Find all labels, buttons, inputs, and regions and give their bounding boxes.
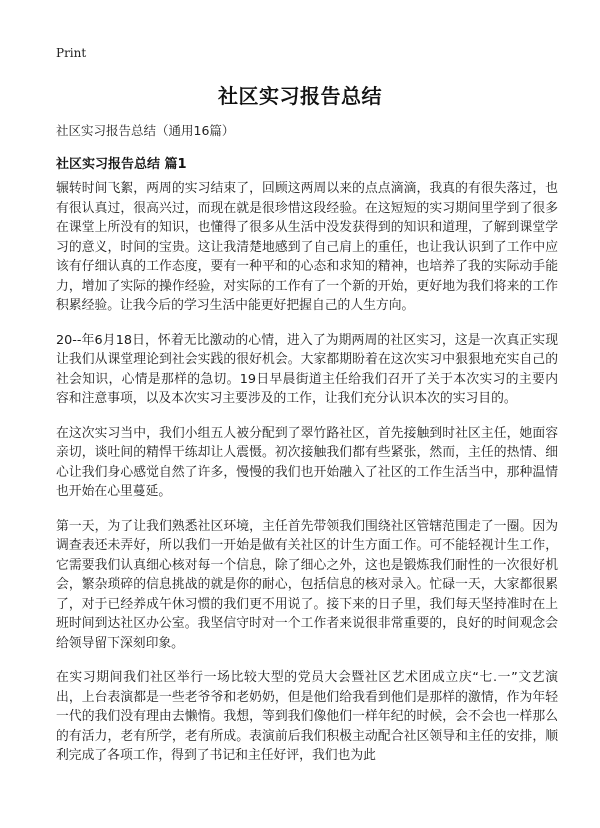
- section-heading: 社区实习报告总结 篇1: [56, 157, 187, 172]
- paragraph: 第一天，为了让我们熟悉社区环境，主任首先带领我们围绕社区管辖范围走了一圈。因为调查表还未弄好，所以我们一开始是做有关社区的计生方面工作。可不能轻视计生工作，它需要我们认真细心核对每一个信息，除了细心之外，这也是锻炼我们耐性的一次很好机会，繁杂琐碎的信息挑战的就是你的耐心，包括信息的核对录入。忙碌一天，大家都很累了，对于已经养成午休习惯的我们更不用说了。接下来的日子里，我们每天坚持准时在上班时间到达社区办公室。我坚信守时对一个工作者来说很非常重要的，良好的时间观念会给领导留下深刻印象。: [56, 518, 558, 651]
- paragraph: 在实习期间我们社区举行一场比较大型的党员大会暨社区艺术团成立庆“七.一”文艺演出，上台表演都是一些老爷爷和老奶奶，但是他们给我看到他们是那样的激情，作为年轻一代的我们没有理由去懒惰。我想，等到我们像他们一样年纪的时候，会不会也一样那么的有活力，老有所学，老有所成。表演前后我们积极主动配合社区领导和主任的安排，顺利完成了各项工作，得到了书记和主任好评，我们也为此: [56, 670, 558, 763]
- paragraph: 辗转时间飞絮，两周的实习结束了，回顾这两周以来的点点滴滴，我真的有很失落过，也有很认真过，很高兴过，而现在就是很珍惜这段经验。在这短短的实习期间里学到了很多在课堂上所没有的知识，也懂得了很多从生活中没发获得到的知识和道理，了解到课堂学习的意义，时间的宝贵。这让我清楚地感到了自己肩上的重任，也让我认识到了工作中应该有仔细认真的工作态度，要有一种平和的心态和求知的精神，也培养了我的实际动手能力，增加了实际的操作经验，对实际的工作有了一个新的开始，更好地为我们将来的工作积累经验。让我今后的学习生活中能更好把握自己的人生方向。: [56, 181, 558, 313]
- page-title: 社区实习报告总结: [218, 84, 382, 108]
- paragraph: 20--年6月18日，怀着无比激动的心情，进入了为期两周的社区实习，这是一次真正实现让我们从课堂理论到社会实践的很好机会。大家都期盼着在这次实习中狠狠地充实自己的社会知识，心情是那样的急切。19日早晨街道主任给我们召开了关于本次实习的主要内容和注意事项，以及本次实习主要涉及的工作，让我们充分认识本次的实习目的。: [56, 332, 558, 406]
- article-body: [56, 179, 558, 781]
- print-link[interactable]: Print: [56, 46, 87, 60]
- document-subtitle: 社区实习报告总结（通用16篇）: [56, 123, 235, 138]
- paragraph: 在这次实习当中，我们小组五人被分配到了翠竹路社区，首先接触到时社区主任，她面容亲切，谈吐间的精悍干练却让人震慑。初次接触我们都有些紧张，然而，主任的热情、细心让我们身心感觉自然了许多，慢慢的我们也开始融入了社区的工作生活当中，那种温情也开始在心里蔓延。: [56, 425, 558, 499]
